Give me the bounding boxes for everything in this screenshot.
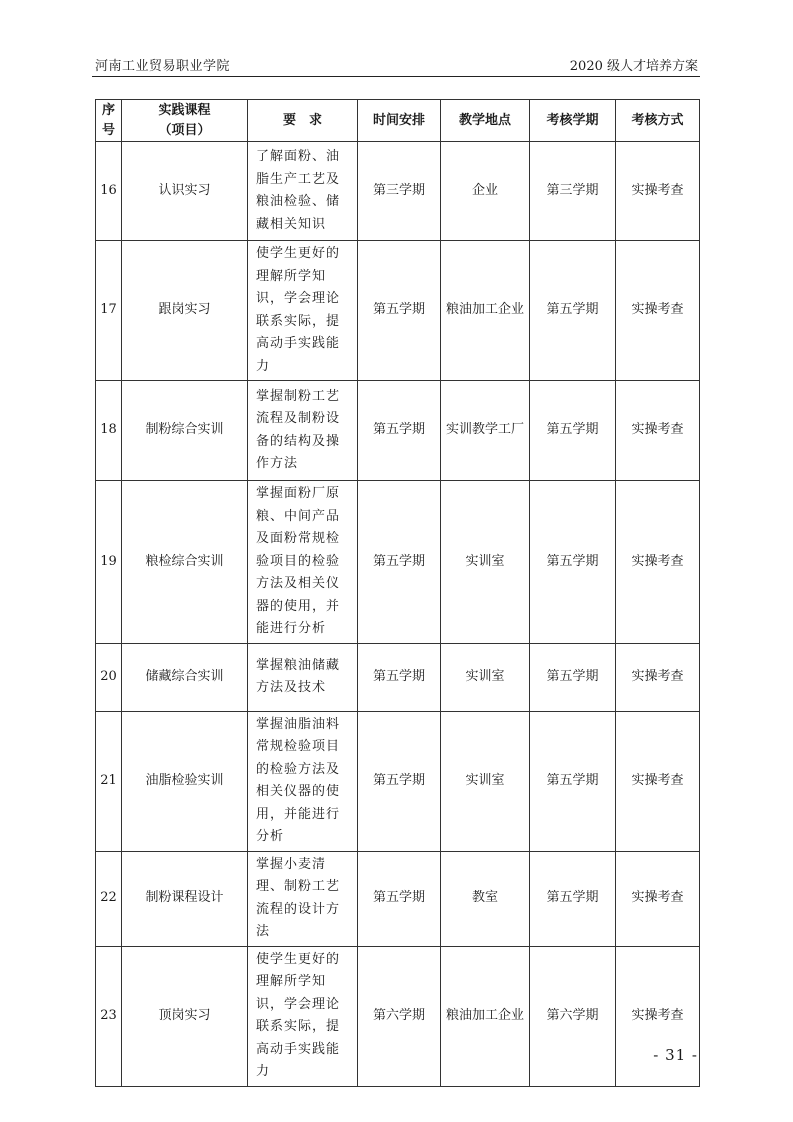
table-row: [96, 381, 700, 481]
col-header-no: [96, 100, 122, 142]
table-row: [96, 851, 700, 946]
cell-term: 第五学期: [530, 381, 616, 481]
cell-term: 第五学期: [530, 643, 616, 711]
cell-requirement: 使学生更好的理解所学知识，学会理论联系实际，提高动手实践能力: [248, 241, 358, 381]
cell-requirement: 掌握油脂油料常规检验项目的检验方法及相关仪器的使用，并能进行分析: [248, 711, 358, 851]
cell-course: 制粉课程设计: [122, 851, 248, 946]
cell-course: 顶岗实习: [122, 946, 248, 1086]
table-row: [96, 643, 700, 711]
cell-no: 20: [96, 643, 122, 711]
col-header-method: 考核方式: [616, 100, 700, 142]
table-row: [96, 481, 700, 644]
cell-method: 实操考查: [616, 643, 700, 711]
cell-course: 跟岗实习: [122, 241, 248, 381]
cell-location: 粮油加工企业: [441, 946, 530, 1086]
cell-requirement: 掌握小麦清理、制粉工艺流程的设计方法: [248, 851, 358, 946]
cell-requirement: 掌握粮油储藏方法及技术: [248, 643, 358, 711]
cell-method: 实操考查: [616, 481, 700, 644]
cell-schedule: 第三学期: [358, 142, 441, 241]
cell-method: 实操考查: [616, 711, 700, 851]
cell-requirement: 掌握面粉厂原粮、中间产品及面粉常规检验项目的检验方法及相关仪器的使用，并能进行分析: [248, 481, 358, 644]
header-document-title: 2020 级人才培养方案: [569, 59, 698, 74]
cell-schedule: 第五学期: [358, 643, 441, 711]
col-header-course-line1: 实践课程: [158, 102, 211, 118]
cell-method: 实操考查: [616, 946, 700, 1086]
table-header-row: [96, 100, 700, 142]
cell-requirement: 使学生更好的理解所学知识，学会理论联系实际，提高动手实践能力: [248, 946, 358, 1086]
cell-method: 实操考查: [616, 851, 700, 946]
col-header-no-line1: 序: [101, 102, 115, 118]
table-row: [96, 711, 700, 851]
cell-location: 粮油加工企业: [441, 241, 530, 381]
cell-no: 22: [96, 851, 122, 946]
cell-no: 21: [96, 711, 122, 851]
cell-location: 实训教学工厂: [441, 381, 530, 481]
cell-term: 第五学期: [530, 241, 616, 381]
col-header-course-line2: （项目）: [158, 122, 211, 138]
cell-location: 实训室: [441, 711, 530, 851]
cell-location: 教室: [441, 851, 530, 946]
cell-requirement: 了解面粉、油脂生产工艺及粮油检验、储藏相关知识: [248, 142, 358, 241]
cell-term: 第三学期: [530, 142, 616, 241]
cell-method: 实操考查: [616, 241, 700, 381]
col-header-location: 教学地点: [441, 100, 530, 142]
cell-schedule: 第五学期: [358, 481, 441, 644]
cell-course: 认识实习: [122, 142, 248, 241]
cell-no: 23: [96, 946, 122, 1086]
table-row: [96, 241, 700, 381]
cell-term: 第五学期: [530, 711, 616, 851]
cell-method: 实操考查: [616, 381, 700, 481]
cell-location: 企业: [441, 142, 530, 241]
cell-schedule: 第五学期: [358, 711, 441, 851]
table-row: [96, 946, 700, 1086]
cell-no: 19: [96, 481, 122, 644]
cell-no: 16: [96, 142, 122, 241]
cell-term: 第五学期: [530, 481, 616, 644]
col-header-no-line2: 号: [101, 122, 115, 138]
cell-schedule: 第五学期: [358, 851, 441, 946]
table-row: [96, 142, 700, 241]
col-header-term: 考核学期: [530, 100, 616, 142]
col-header-course: [122, 100, 248, 142]
cell-schedule: 第五学期: [358, 381, 441, 481]
cell-no: 18: [96, 381, 122, 481]
col-header-requirement: 要 求: [248, 100, 358, 142]
cell-course: 粮检综合实训: [122, 481, 248, 644]
col-header-schedule: 时间安排: [358, 100, 441, 142]
cell-term: 第六学期: [530, 946, 616, 1086]
cell-schedule: 第六学期: [358, 946, 441, 1086]
cell-location: 实训室: [441, 643, 530, 711]
header-rule: [92, 76, 700, 77]
cell-location: 实训室: [441, 481, 530, 644]
cell-course: 制粉综合实训: [122, 381, 248, 481]
cell-course: 油脂检验实训: [122, 711, 248, 851]
cell-course: 储藏综合实训: [122, 643, 248, 711]
cell-term: 第五学期: [530, 851, 616, 946]
cell-method: 实操考查: [616, 142, 700, 241]
header-institution: 河南工业贸易职业学院: [95, 59, 231, 74]
practice-course-table: [95, 99, 700, 1087]
cell-requirement: 掌握制粉工艺流程及制粉设备的结构及操作方法: [248, 381, 358, 481]
page-number: - 31 -: [653, 1046, 698, 1064]
cell-schedule: 第五学期: [358, 241, 441, 381]
cell-no: 17: [96, 241, 122, 381]
